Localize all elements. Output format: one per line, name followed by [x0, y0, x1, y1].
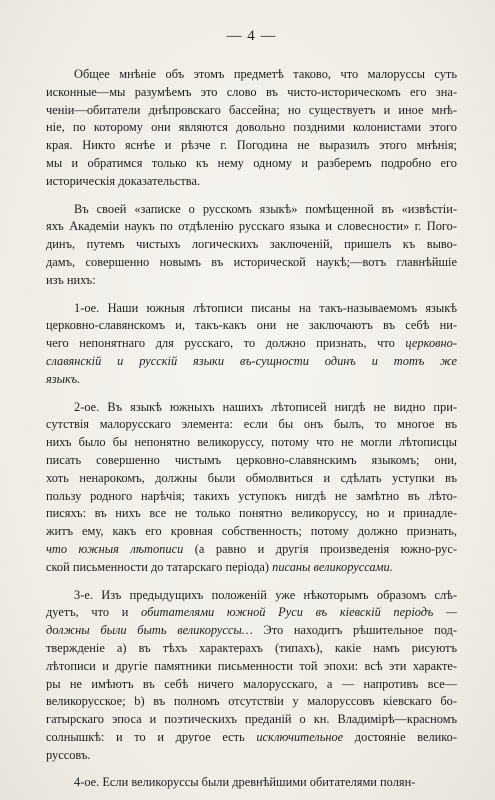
text-line [46, 317, 457, 335]
text-run: писать совершенно чистымъ церковно-славянскимъ языкомъ; они, [46, 452, 457, 467]
text-run: 1-ое. Наши южныя лѣтописи писаны на такъ-называемомъ языкѣ [74, 300, 457, 315]
text-line [46, 505, 457, 523]
text-line [46, 658, 457, 676]
text-line [46, 711, 457, 729]
text-run: Это находитъ рѣшительное под- [252, 623, 457, 638]
text-line [46, 371, 457, 389]
text-run: гатырскаго эпоса и поэтическихъ преданій о кн. Владимірѣ—красномъ [46, 712, 457, 727]
text-line [46, 676, 457, 694]
italic-text: писаны великоруссами. [272, 559, 393, 574]
page-number: — 4 — [226, 28, 277, 44]
paragraph-p1 [46, 66, 457, 191]
italic-text: обитателями южной Руси въ кіевскій періодъ — [141, 605, 458, 620]
text-line [46, 137, 457, 155]
text-line [46, 236, 457, 254]
text-line [46, 416, 457, 434]
text-line [46, 353, 457, 371]
text-run: писяхъ: въ нихъ все не только понятно великоруссу, но и принадле- [46, 506, 457, 521]
text-run: великорусское; b) въ полномъ отсутствіи у малоруссовъ кіевскаго бо- [46, 694, 457, 709]
text-run: лѣтописи и другіе памятники письменности той эпохи: всѣ эти характе- [46, 658, 457, 673]
text-run: историческія доказательства. [46, 173, 201, 188]
text-run: мы и обратимся только къ нему одному и разберемъ подробно его [46, 155, 457, 170]
text-line [46, 102, 457, 120]
text-run: дамъ, совершенно новымъ въ исторической наукѣ;—вотъ главнѣйшіе [46, 254, 457, 269]
text-line [46, 155, 457, 173]
text-run: ніе, по которому они являются довольно поздними колонистами этого [46, 120, 457, 135]
text-line [46, 119, 457, 137]
text-line [46, 434, 457, 452]
text-line [46, 693, 457, 711]
text-line [46, 272, 457, 290]
text-line [46, 84, 457, 102]
text-line [46, 587, 457, 605]
text-run: исконные—мы разумѣемъ это слово въ чисто-историческомъ его зна- [46, 84, 457, 99]
text-run: дуетъ, что и [46, 605, 142, 620]
italic-text: церковно- [405, 336, 457, 351]
text-line [46, 523, 457, 541]
text-line [46, 604, 457, 622]
text-run: яхъ Академіи наукъ по отдѣленію русскаго языка и словесности» г. Пого- [46, 219, 457, 234]
text-line [46, 470, 457, 488]
text-line [46, 452, 457, 470]
text-run: достояніе велико- [343, 729, 457, 744]
text-line [46, 201, 457, 219]
text-run: руссовъ. [46, 747, 91, 762]
document-body [46, 66, 457, 792]
text-line [46, 640, 457, 658]
paragraph-p2 [46, 201, 457, 290]
text-run: житъ ему, какъ его кровная собственность; потому должно признать, [46, 524, 457, 539]
text-run: 3-е. Изъ предыдущихъ положеній уже нѣкоторымъ образомъ слѣ- [74, 587, 457, 602]
text-run: 4-ое. Если великоруссы были древнѣйшими обитателями полян- [74, 775, 416, 790]
text-run: ской письменности до татарскаго періода) [46, 559, 273, 574]
text-run: Общее мнѣніе объ этомъ предметѣ таково, что малоруссы суть [74, 67, 457, 81]
text-line [46, 488, 457, 506]
text-run: Въ своей «записке о русскомъ языкѣ» помѣщенной въ «извѣстіи- [74, 201, 457, 216]
text-line [46, 541, 457, 559]
paragraph-p6 [46, 774, 457, 792]
text-run: нихъ было бы непонятно великоруссу, потому что не могли лѣтописцы [46, 435, 457, 450]
text-run: хоть ненарокомъ, должны были обмолвиться и сдѣлать уступки въ [46, 470, 457, 485]
italic-text: должны были быть великоруссы… [46, 623, 253, 638]
italic-text: славянскій и русскій языки въ-сущности одинъ и тотъ же [46, 353, 457, 368]
text-run: твержденіе a) въ тѣхъ характерахъ (типахъ), какіе намъ рисуютъ [46, 640, 457, 655]
text-run: солнышкѣ: и то и другое есть [46, 729, 257, 744]
text-run: ры не имѣютъ въ себѣ ничего малорусскаго, а — напротивъ все— [46, 676, 457, 691]
text-line [46, 622, 457, 640]
text-line [46, 254, 457, 272]
text-run: динъ, путемъ чистыхъ логическихъ заключеній, пришелъ къ выво- [46, 237, 457, 252]
text-run: церковно-славянскомъ и, такъ-какъ они не заключаютъ въ себѣ ни- [46, 318, 457, 333]
text-run: ченіи—обитатели днѣпровскаго бассейна; но существуетъ и иное мнѣ- [46, 102, 457, 117]
paragraph-p5 [46, 587, 457, 765]
italic-text: языкъ. [46, 371, 81, 386]
paragraph-p4 [46, 399, 457, 577]
text-line [46, 774, 457, 792]
text-run: сутствія малорусскаго элемента: если бы онъ былъ, то многое въ [46, 417, 457, 432]
text-line [46, 399, 457, 417]
text-line [46, 729, 457, 747]
text-run: края. Никто яснѣе и рѣзче г. Погодина не выразилъ этого мнѣнія; [46, 138, 457, 153]
paragraph-p3 [46, 300, 457, 389]
italic-text: исключительное [256, 729, 344, 744]
text-run: 2-ое. Въ языкѣ южныхъ нашихъ лѣтописей нигдѣ не видно при- [74, 399, 457, 414]
text-line [46, 559, 457, 577]
italic-text: что южныя лѣтописи [46, 541, 184, 556]
text-line [46, 173, 457, 191]
text-line [46, 335, 457, 353]
text-run: (а равно и другія произведенія южно-рус- [183, 541, 457, 556]
text-line [46, 66, 457, 84]
text-line [46, 218, 457, 236]
text-line [46, 300, 457, 318]
text-run: изъ нихъ: [46, 272, 96, 287]
text-run: чего непонятнаго для русскаго, то должно признать, что [46, 336, 406, 351]
text-line [46, 747, 457, 765]
text-run: пользу родного нарѣчія; такихъ уступокъ нигдѣ не замѣтно въ лѣто- [46, 488, 457, 503]
